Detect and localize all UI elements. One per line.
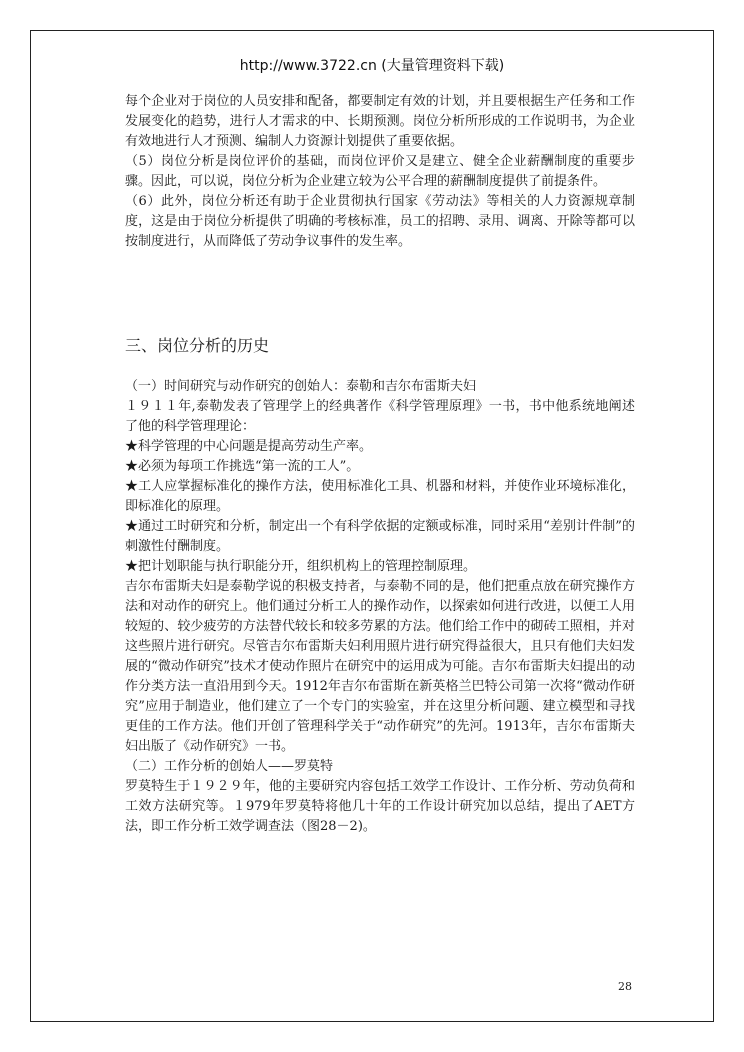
header-url: http://www.3722.cn (大量管理资料下载) (239, 58, 505, 74)
subsection-1-title: （一）时间研究与动作研究的创始人：泰勒和吉尔布雷斯夫妇 (125, 379, 477, 394)
subsection-1-intro: １９１１年,泰勒发表了管理学上的经典著作《科学管理原理》一书，书中他系统地阐述了他的科学管理理论： (125, 399, 635, 434)
gilbreth-paragraph: 吉尔布雷斯夫妇是泰勒学说的积极支持者，与泰勒不同的是，他们把重点放在研究操作方法和对动作的研究上。他们通过分析工人的操作动作，以探索如何进行改进，以便工人用较短的、较少疲劳的方法替代较长和较多劳累的方法。他们给工作中的砌砖工照相，并对这些照片进行研究。尽管吉尔布雷斯夫妇利用照片进行研究得益很大，且只有他们夫妇发展的“微动作研究”技术才使动作照片在研究中的运用成为可能。吉尔布雷斯夫妇提出的动作分类方法一直沿用到今天。1912年吉尔布雷斯在新英格兰巴特公司第一次将“微动作研究”应用于制造业，他们建立了一个专门的实验室，并在这里分析问题、建立模型和寻找更佳的工作方法。他们开创了管理科学关于“动作研究”的先河。1913年，吉尔布雷斯夫妇出版了《动作研究》一书。 (125, 579, 635, 754)
history-section (125, 377, 635, 837)
bullet-item: ★工人应掌握标准化的操作方法，使用标准化工具、机器和材料，并使作业环境标准化，即标准化的原理。 (125, 479, 635, 514)
paragraph-4-continued: 每个企业对于岗位的人员安排和配备，都要制定有效的计划，并且要根据生产任务和工作发展变化的趋势，进行人才需求的中、长期预测。岗位分析所形成的工作说明书，为企业有效地进行人才预测、编制人力资源计划提供了重要依据。 (125, 94, 635, 149)
paragraph-6: （6）此外，岗位分析还有助于企业贯彻执行国家《劳动法》等相关的人力资源规章制度，这是由于岗位分析提供了明确的考核标准，员工的招聘、录用、调离、开除等都可以按制度进行，从而降低了劳动争议事件的发生率。 (125, 194, 635, 249)
bullet-item: ★科学管理的中心问题是提高劳动生产率。 (125, 439, 373, 454)
subsection-2-title: （二）工作分析的创始人——罗莫特 (125, 759, 334, 774)
bullet-item: ★通过工时研究和分析，制定出一个有科学依据的定额或标准，同时采用“差别计件制”的刺激性付酬制度。 (125, 519, 635, 554)
paragraph-5: （5）岗位分析是岗位评价的基础，而岗位评价又是建立、健全企业薪酬制度的重要步骤。因此，可以说，岗位分析为企业建立较为公平合理的薪酬制度提供了前提条件。 (125, 154, 635, 189)
section-title: 三、岗位分析的历史 (125, 336, 270, 355)
page-number: 28 (618, 980, 632, 993)
bullet-item: ★必须为每项工作挑选“第一流的工人”。 (125, 459, 360, 474)
bullet-item: ★把计划职能与执行职能分开，组织机构上的管理控制原理。 (125, 559, 477, 574)
top-paragraphs (125, 92, 635, 252)
subsection-2-paragraph: 罗莫特生于１９２９年，他的主要研究内容包括工效学工作设计、工作分析、劳动负荷和工效方法研究等。１979年罗莫特将他几十年的工作设计研究加以总结，提出了AET方法，即工作分析工效学调查法（图28－2)。 (125, 779, 635, 834)
